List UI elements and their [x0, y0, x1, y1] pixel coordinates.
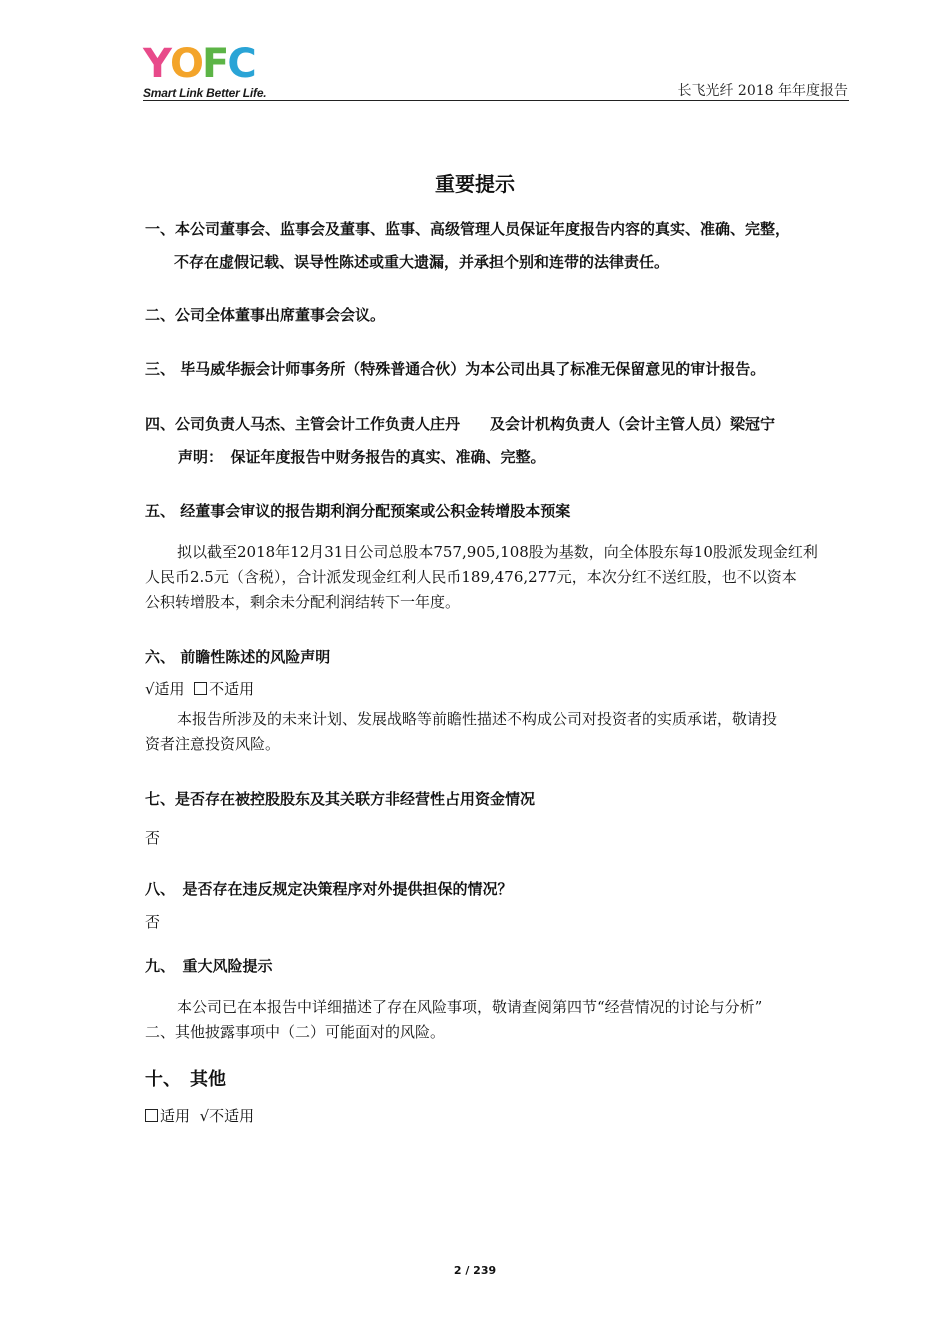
page-title: 重要提示	[435, 172, 515, 196]
page-number: 2 / 239	[453, 1264, 497, 1277]
item-8-answer: 否	[145, 913, 161, 931]
item-4-line-1: 四、公司负责人马杰、主管会计工作负责人庄丹 及会计机构负责人（会计主管人员）梁冠宁	[145, 415, 776, 433]
logo-letters	[143, 41, 283, 87]
item-9-heading: 九、 重大风险提示	[145, 957, 273, 975]
item-5-body-line: 拟以截至2018年12月31日公司总股本757,905,108股为基数，向全体股东每10股派发现金红利	[177, 543, 818, 561]
item-1-line-2: 不存在虚假记载、误导性陈述或重大遗漏，并承担个别和连带的法律责任。	[174, 253, 670, 271]
header-divider	[143, 100, 849, 101]
logo-letter-y: Y	[143, 41, 170, 87]
logo-letter-o: O	[169, 41, 202, 87]
item-5-body-line: 人民币2.5元（含税），合计派发现金红利人民币189,476,277元，本次分红不送红股，也不以资本	[145, 568, 797, 586]
item-8-heading: 八、 是否存在违反规定决策程序对外提供担保的情况？	[145, 880, 513, 898]
item-9-body-line: 本公司已在本报告中详细描述了存在风险事项，敬请查阅第四节“经营情况的讨论与分析”	[177, 998, 763, 1016]
logo-letter-f: F	[201, 41, 228, 87]
yofc-logo	[143, 41, 283, 100]
item-1-line-1: 一、本公司董事会、监事会及董事、监事、高级管理人员保证年度报告内容的真实、准确、完整，	[145, 220, 791, 238]
item-9-body-line: 二、其他披露事项中（二）可能面对的风险。	[145, 1023, 446, 1041]
item-9-body	[145, 995, 851, 1045]
item-2: 二、公司全体董事出席董事会会议。	[145, 306, 386, 324]
item-6-body-line: 资者注意投资风险。	[145, 735, 281, 753]
checkbox-icon	[145, 1109, 158, 1122]
not-applicable-label: 不适用	[209, 680, 255, 698]
item-7-answer: 否	[145, 829, 161, 847]
item-10-applicability	[145, 1106, 254, 1126]
item-5-heading: 五、 经董事会审议的报告期利润分配预案或公积金转增股本预案	[145, 502, 571, 520]
not-applicable-checked: √不适用	[199, 1107, 255, 1125]
item-6-body	[145, 707, 851, 757]
item-3: 三、 毕马威华振会计师事务所（特殊普通合伙）为本公司出具了标准无保留意见的审计报告。	[145, 360, 766, 378]
item-7-heading: 七、是否存在被控股股东及其关联方非经营性占用资金情况	[145, 790, 536, 808]
item-6-body-line: 本报告所涉及的未来计划、发展战略等前瞻性描述不构成公司对投资者的实质承诺，敬请投	[177, 710, 778, 728]
item-5-body-line: 公积转增股本，剩余未分配利润结转下一年度。	[145, 593, 461, 611]
item-4-line-2: 声明： 保证年度报告中财务报告的真实、准确、完整。	[178, 448, 546, 466]
applicable-label: 适用	[160, 1107, 191, 1125]
item-6-applicability	[145, 679, 254, 699]
applicable-checked: √适用	[145, 680, 185, 698]
checkbox-icon	[194, 682, 207, 695]
logo-tagline: Smart Link Better Life.	[143, 86, 267, 100]
item-5-body	[145, 540, 851, 615]
logo-letter-c: C	[227, 41, 255, 87]
item-6-heading: 六、 前瞻性陈述的风险声明	[145, 648, 331, 666]
report-title: 长飞光纤 2018 年年度报告	[677, 83, 848, 99]
item-10-heading: 十、 其他	[145, 1069, 226, 1090]
